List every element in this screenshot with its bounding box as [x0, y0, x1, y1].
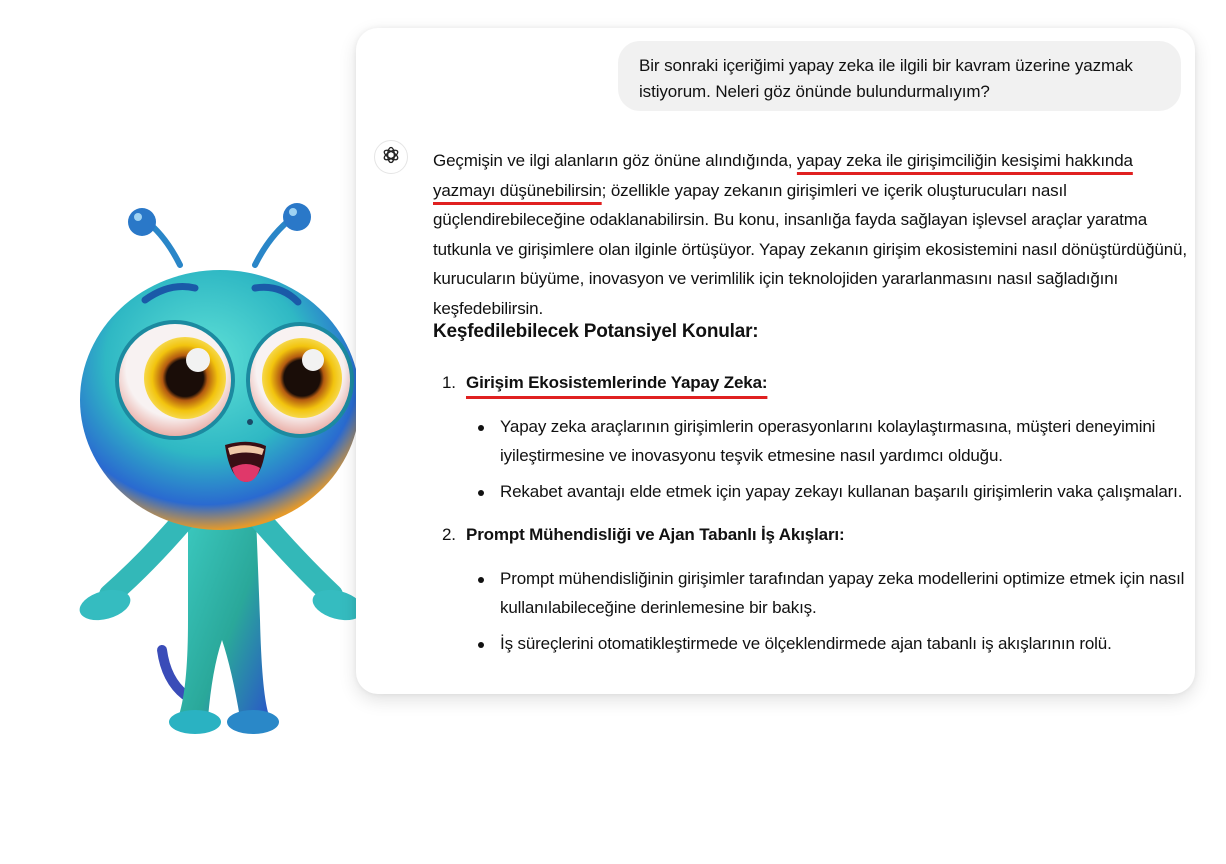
topic-item: [433, 368, 1193, 506]
bullet-item: [500, 477, 1193, 507]
topic-number: 1.: [442, 373, 456, 392]
intro-paragraph: [433, 146, 1193, 323]
bullet-icon: [478, 577, 484, 583]
topic-title: Girişim Ekosistemlerinde Yapay Zeka:: [466, 373, 768, 392]
bullet-item: [500, 564, 1193, 623]
bullet-text: Yapay zeka araçlarının girişimlerin operasyonlarını kolaylaştırmasına, müşteri deneyimini iyileştirmesine ve inovasyonu teşvik etmesine nasıl yardımcı olduğu.: [500, 416, 1156, 465]
bullet-item: [500, 412, 1193, 471]
topic-bullets: [466, 564, 1193, 659]
bullet-icon: [478, 425, 484, 431]
user-message-bubble: [618, 41, 1181, 111]
bullet-text: İş süreçlerini otomatikleştirmede ve ölçeklendirmede ajan tabanlı iş akışlarının rolü.: [500, 633, 1112, 653]
alien-mascot-icon: [70, 190, 390, 750]
bullet-item: [500, 629, 1193, 659]
bullet-text: Rekabet avantajı elde etmek için yapay zekayı kullanan başarılı girişimlerin vaka çalışmaları.: [500, 481, 1183, 501]
topic-item: [433, 520, 1193, 658]
bullet-icon: [478, 642, 484, 648]
openai-logo-icon: [381, 145, 401, 170]
assistant-message: [433, 146, 1193, 664]
user-message-text: Bir sonraki içeriğimi yapay zeka ile ilgili bir kavram üzerine yazmak istiyorum. Neleri göz önünde bulundurmalıyım?: [639, 56, 1133, 101]
topic-bullets: [466, 412, 1193, 507]
section-heading: Keşfedilebilecek Potansiyel Konular:: [433, 321, 759, 342]
intro-text-end: ; özellikle yapay zekanın girişimleri ve içerik oluşturucuları nasıl güçlendirebileceğine odaklanabilirsin. Bu konu, insanlığa fayda sağlayan işlevsel araçlar yaratma tutkunla ve girişimlere olan ilginle örtüşüyor. Yapay zekanın girişim ekosistemini nasıl dönüştürdüğünü, kurucuların büyüme, inovasyon ve verimlilik için teknolojiden yararlanmasını nasıl sağladığını keşfedebilirsin.: [433, 180, 1187, 318]
bullet-text: Prompt mühendisliğinin girişimler tarafından yapay zeka modellerini optimize etmek için nasıl kullanılabileceğine derinlemesine bir bakış.: [500, 568, 1185, 617]
topic-title: Prompt Mühendisliği ve Ajan Tabanlı İş Akışları:: [466, 525, 845, 544]
highlighted-phrase: yapay zeka ile girişimciliğin kesişimi hakkında yazmayı düşünebilirsin: [433, 151, 1133, 200]
intro-text-start: Geçmişin ve ilgi alanların göz önüne alındığında,: [433, 151, 797, 170]
topic-number: 2.: [442, 525, 456, 544]
bullet-icon: [478, 490, 484, 496]
assistant-avatar: [374, 140, 408, 174]
chat-window: [356, 28, 1195, 694]
